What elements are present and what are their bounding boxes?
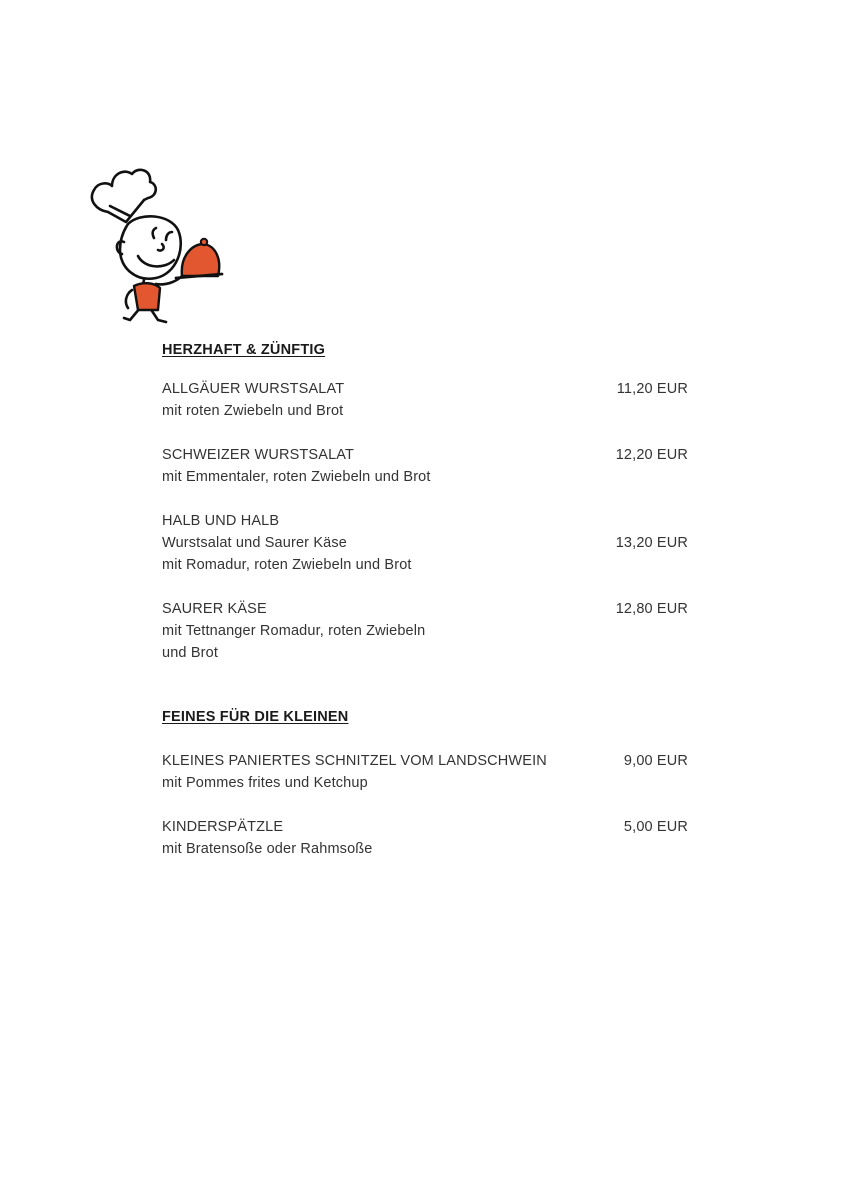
- item-description: mit Tettnanger Romadur, roten Zwiebeln: [162, 623, 426, 639]
- item-price: 12,20 EUR: [615, 447, 688, 463]
- menu-item: [162, 750, 688, 794]
- item-description: mit Emmentaler, roten Zwiebeln und Brot: [162, 469, 431, 485]
- item-description: Wurstsalat und Saurer Käse: [162, 535, 347, 551]
- item-price: 12,80 EUR: [615, 601, 688, 617]
- item-price: 5,00 EUR: [623, 819, 688, 835]
- menu-section-kleinen: [162, 708, 688, 860]
- menu-item: [162, 598, 688, 664]
- item-name: KLEINES PANIERTES SCHNITZEL VOM LANDSCHWEIN: [162, 753, 547, 769]
- item-name: KINDERSPÄTZLE: [162, 819, 284, 835]
- item-price: 9,00 EUR: [623, 753, 688, 769]
- section-title: HERZHAFT & ZÜNFTIG: [162, 342, 326, 358]
- menu-item: [162, 816, 688, 860]
- item-name: SAURER KÄSE: [162, 601, 267, 617]
- item-name: ALLGÄUER WURSTSALAT: [162, 381, 345, 397]
- item-name: HALB UND HALB: [162, 513, 280, 529]
- item-description: mit roten Zwiebeln und Brot: [162, 403, 344, 419]
- menu-item: [162, 378, 688, 422]
- item-description: mit Pommes frites und Ketchup: [162, 775, 368, 791]
- item-name: SCHWEIZER WURSTSALAT: [162, 447, 355, 463]
- item-price: 11,20 EUR: [616, 381, 688, 397]
- menu: [162, 341, 688, 882]
- chef-waiter-icon: [86, 164, 224, 328]
- section-title: FEINES FÜR DIE KLEINEN: [162, 709, 349, 725]
- menu-section-herzhaft: [162, 341, 688, 664]
- item-description: und Brot: [162, 645, 219, 661]
- item-price: 13,20 EUR: [615, 535, 688, 551]
- item-description: mit Bratensoße oder Rahmsoße: [162, 841, 373, 857]
- menu-item: [162, 510, 688, 576]
- item-description: mit Romadur, roten Zwiebeln und Brot: [162, 557, 412, 573]
- menu-item: [162, 444, 688, 488]
